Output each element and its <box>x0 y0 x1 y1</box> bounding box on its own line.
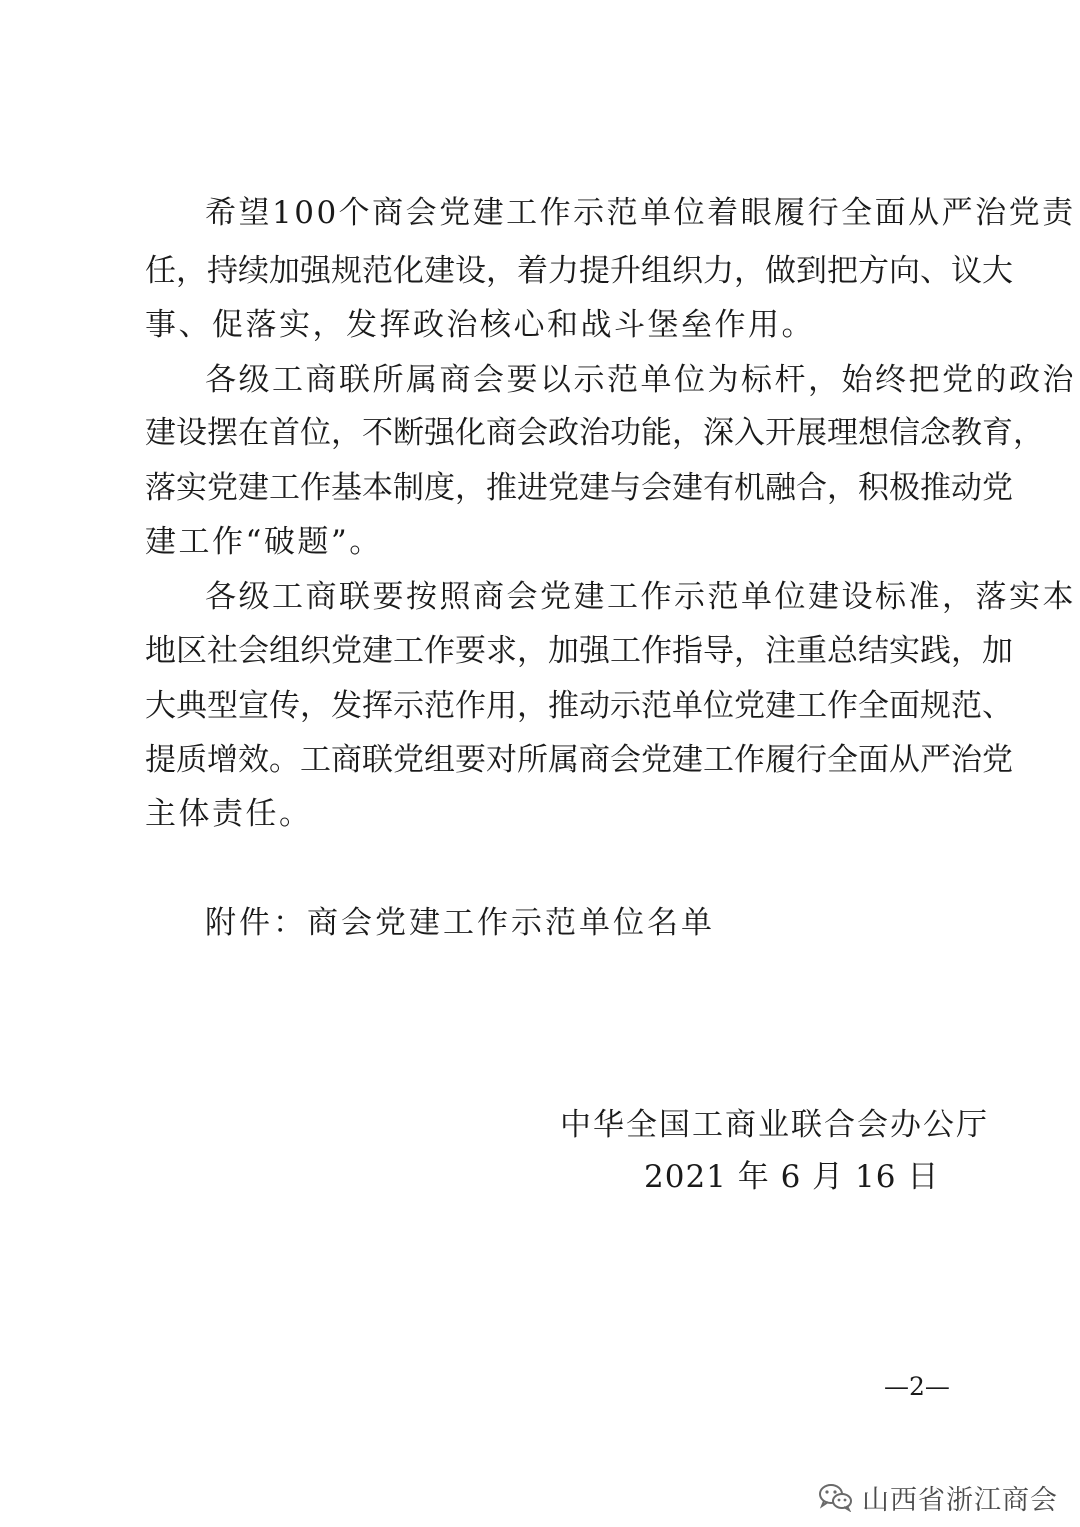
watermark-text: 山西省浙江商会 <box>862 1484 1058 1516</box>
paragraph-2-line-4: 建工作“破题”。 <box>145 524 383 560</box>
wechat-watermark <box>818 1480 1058 1514</box>
page-number: —2— <box>884 1372 950 1401</box>
paragraph-3-line-5: 主体责任。 <box>145 796 313 832</box>
issuing-organization: 中华全国工商业联合会办公厅 <box>560 1107 989 1143</box>
paragraph-3-line-2: 地区社会组织党建工作要求，加强工作指导，注重总结实践，加 <box>145 633 1013 669</box>
paragraph-3-line-3: 大典型宣传，发挥示范作用，推动示范单位党建工作全面规范、 <box>145 688 1013 724</box>
paragraph-3-line-4: 提质增效。工商联党组要对所属商会党建工作履行全面从严治党 <box>145 742 1013 778</box>
attachment-note: 附件：商会党建工作示范单位名单 <box>205 905 715 941</box>
paragraph-3-line-1: 各级工商联要按照商会党建工作示范单位建设标准，落实本 <box>205 579 1076 615</box>
wechat-icon <box>818 1482 854 1512</box>
paragraph-2-line-3: 落实党建工作基本制度，推进党建与会建有机融合，积极推动党 <box>145 470 1013 506</box>
paragraph-1-line-3: 事、促落实，发挥政治核心和战斗堡垒作用。 <box>145 307 815 343</box>
paragraph-2-line-2: 建设摆在首位，不断强化商会政治功能，深入开展理想信念教育， <box>145 415 1044 451</box>
paragraph-2-line-1: 各级工商联所属商会要以示范单位为标杆，始终把党的政治 <box>205 362 1076 398</box>
paragraph-1-line-1: 希望100个商会党建工作示范单位着眼履行全面从严治党责 <box>205 195 1076 231</box>
paragraph-1-line-2: 任，持续加强规范化建设，着力提升组织力，做到把方向、议大 <box>145 253 1013 289</box>
issue-date: 2021 年 6 月 16 日 <box>644 1159 940 1195</box>
